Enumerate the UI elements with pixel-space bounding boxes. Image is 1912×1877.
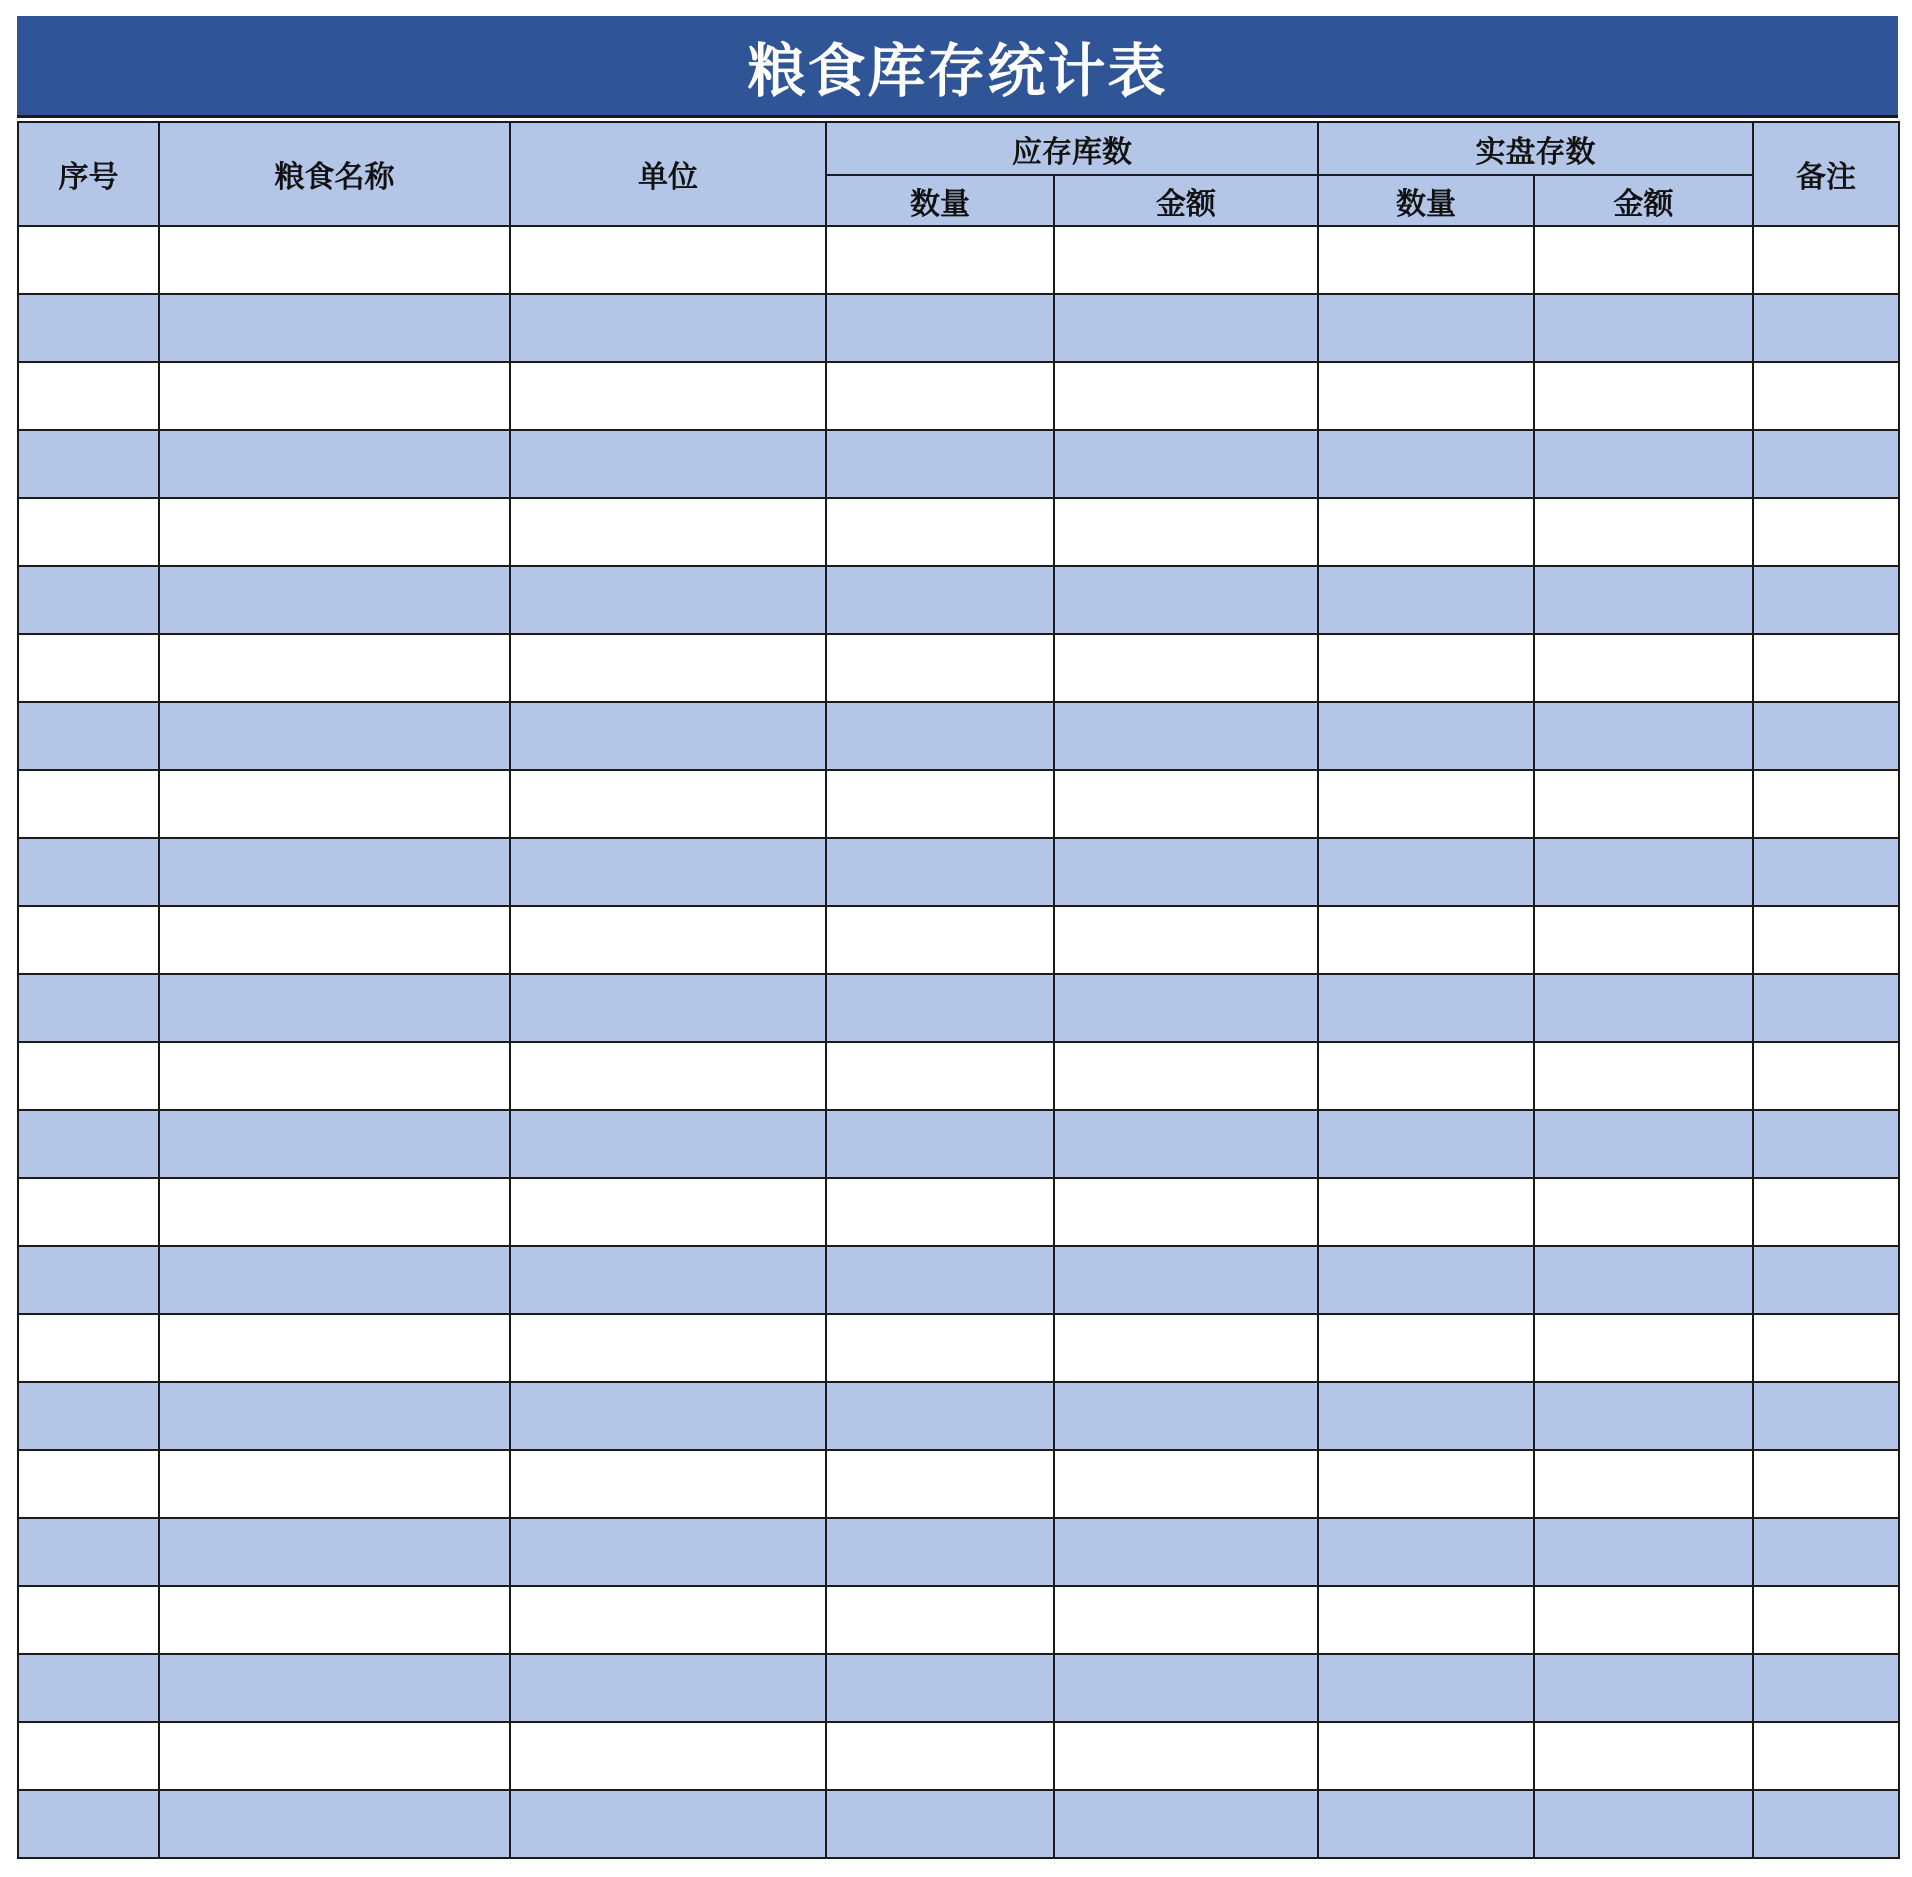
cell-expected-qty[interactable]	[826, 1382, 1054, 1450]
cell-seq[interactable]	[18, 1314, 159, 1382]
inventory-sheet	[17, 16, 1898, 1859]
cell-unit[interactable]	[510, 1314, 826, 1382]
cell-expected-qty[interactable]	[826, 838, 1054, 906]
cell-expected-qty[interactable]	[826, 1654, 1054, 1722]
header-remarks: 备注	[1753, 122, 1899, 226]
cell-actual-amount[interactable]	[1534, 634, 1753, 702]
cell-expected-amount[interactable]	[1054, 1042, 1318, 1110]
cell-unit[interactable]	[510, 1722, 826, 1790]
cell-actual-qty[interactable]	[1318, 974, 1534, 1042]
cell-remarks[interactable]	[1753, 838, 1899, 906]
cell-unit[interactable]	[510, 226, 826, 294]
cell-expected-qty[interactable]	[826, 1110, 1054, 1178]
cell-actual-qty[interactable]	[1318, 1518, 1534, 1586]
cell-expected-amount[interactable]	[1054, 1110, 1318, 1178]
cell-remarks[interactable]	[1753, 1382, 1899, 1450]
table-row	[18, 770, 1899, 838]
cell-actual-qty[interactable]	[1318, 1586, 1534, 1654]
cell-actual-amount[interactable]	[1534, 294, 1753, 362]
cell-grain-name[interactable]	[159, 838, 510, 906]
cell-actual-amount[interactable]	[1534, 1518, 1753, 1586]
cell-actual-qty[interactable]	[1318, 1110, 1534, 1178]
cell-actual-amount[interactable]	[1534, 1314, 1753, 1382]
cell-remarks[interactable]	[1753, 1790, 1899, 1858]
cell-expected-qty[interactable]	[826, 1042, 1054, 1110]
cell-grain-name[interactable]	[159, 1518, 510, 1586]
cell-actual-qty[interactable]	[1318, 1722, 1534, 1790]
cell-expected-amount[interactable]	[1054, 838, 1318, 906]
cell-grain-name[interactable]	[159, 1722, 510, 1790]
cell-actual-qty[interactable]	[1318, 634, 1534, 702]
cell-seq[interactable]	[18, 430, 159, 498]
cell-actual-amount[interactable]	[1534, 1246, 1753, 1314]
header-actual-amount: 金额	[1534, 175, 1753, 226]
cell-actual-amount[interactable]	[1534, 1178, 1753, 1246]
cell-seq[interactable]	[18, 1246, 159, 1314]
cell-seq[interactable]	[18, 1382, 159, 1450]
cell-expected-amount[interactable]	[1054, 294, 1318, 362]
cell-actual-qty[interactable]	[1318, 770, 1534, 838]
cell-actual-amount[interactable]	[1534, 838, 1753, 906]
cell-expected-qty[interactable]	[826, 1178, 1054, 1246]
cell-seq[interactable]	[18, 702, 159, 770]
cell-unit[interactable]	[510, 430, 826, 498]
cell-unit[interactable]	[510, 906, 826, 974]
table-row	[18, 1518, 1899, 1586]
cell-actual-amount[interactable]	[1534, 1654, 1753, 1722]
cell-grain-name[interactable]	[159, 634, 510, 702]
table-row	[18, 1246, 1899, 1314]
cell-expected-amount[interactable]	[1054, 1382, 1318, 1450]
cell-expected-qty[interactable]	[826, 770, 1054, 838]
cell-actual-qty[interactable]	[1318, 838, 1534, 906]
cell-remarks[interactable]	[1753, 1586, 1899, 1654]
header-expected-qty: 数量	[826, 175, 1054, 226]
cell-actual-amount[interactable]	[1534, 566, 1753, 634]
cell-seq[interactable]	[18, 974, 159, 1042]
table-row	[18, 1314, 1899, 1382]
cell-grain-name[interactable]	[159, 1382, 510, 1450]
cell-expected-amount[interactable]	[1054, 634, 1318, 702]
cell-expected-qty[interactable]	[826, 430, 1054, 498]
cell-unit[interactable]	[510, 362, 826, 430]
header-seq: 序号	[18, 122, 159, 226]
cell-expected-qty[interactable]	[826, 974, 1054, 1042]
cell-actual-qty[interactable]	[1318, 1790, 1534, 1858]
cell-actual-qty[interactable]	[1318, 1178, 1534, 1246]
cell-actual-qty[interactable]	[1318, 430, 1534, 498]
cell-grain-name[interactable]	[159, 362, 510, 430]
cell-grain-name[interactable]	[159, 1042, 510, 1110]
cell-unit[interactable]	[510, 294, 826, 362]
cell-grain-name[interactable]	[159, 1450, 510, 1518]
table-row	[18, 1654, 1899, 1722]
cell-grain-name[interactable]	[159, 770, 510, 838]
cell-seq[interactable]	[18, 1722, 159, 1790]
header-expected-amount: 金额	[1054, 175, 1318, 226]
cell-expected-qty[interactable]	[826, 702, 1054, 770]
cell-remarks[interactable]	[1753, 362, 1899, 430]
cell-expected-amount[interactable]	[1054, 974, 1318, 1042]
cell-seq[interactable]	[18, 838, 159, 906]
cell-seq[interactable]	[18, 770, 159, 838]
cell-expected-amount[interactable]	[1054, 566, 1318, 634]
cell-unit[interactable]	[510, 1382, 826, 1450]
cell-remarks[interactable]	[1753, 1450, 1899, 1518]
cell-remarks[interactable]	[1753, 294, 1899, 362]
cell-actual-qty[interactable]	[1318, 1314, 1534, 1382]
table-row	[18, 1178, 1899, 1246]
cell-unit[interactable]	[510, 770, 826, 838]
cell-remarks[interactable]	[1753, 634, 1899, 702]
cell-actual-amount[interactable]	[1534, 906, 1753, 974]
table-row	[18, 1586, 1899, 1654]
cell-remarks[interactable]	[1753, 1110, 1899, 1178]
cell-unit[interactable]	[510, 1110, 826, 1178]
table-row	[18, 1382, 1899, 1450]
table-row	[18, 362, 1899, 430]
cell-expected-qty[interactable]	[826, 1586, 1054, 1654]
cell-grain-name[interactable]	[159, 1654, 510, 1722]
cell-expected-qty[interactable]	[826, 566, 1054, 634]
cell-unit[interactable]	[510, 1178, 826, 1246]
cell-seq[interactable]	[18, 1654, 159, 1722]
cell-grain-name[interactable]	[159, 1246, 510, 1314]
cell-actual-qty[interactable]	[1318, 566, 1534, 634]
cell-actual-qty[interactable]	[1318, 1382, 1534, 1450]
cell-unit[interactable]	[510, 1654, 826, 1722]
cell-actual-amount[interactable]	[1534, 1586, 1753, 1654]
table-row	[18, 294, 1899, 362]
cell-actual-qty[interactable]	[1318, 1654, 1534, 1722]
cell-actual-qty[interactable]	[1318, 1042, 1534, 1110]
cell-actual-qty[interactable]	[1318, 498, 1534, 566]
cell-grain-name[interactable]	[159, 294, 510, 362]
cell-unit[interactable]	[510, 634, 826, 702]
cell-remarks[interactable]	[1753, 566, 1899, 634]
cell-remarks[interactable]	[1753, 1246, 1899, 1314]
cell-seq[interactable]	[18, 1178, 159, 1246]
cell-unit[interactable]	[510, 702, 826, 770]
table-row	[18, 838, 1899, 906]
cell-remarks[interactable]	[1753, 1042, 1899, 1110]
table-row	[18, 974, 1899, 1042]
cell-actual-amount[interactable]	[1534, 430, 1753, 498]
cell-actual-amount[interactable]	[1534, 702, 1753, 770]
cell-unit[interactable]	[510, 1790, 826, 1858]
cell-expected-qty[interactable]	[826, 1790, 1054, 1858]
cell-expected-amount[interactable]	[1054, 1314, 1318, 1382]
cell-expected-amount[interactable]	[1054, 906, 1318, 974]
cell-actual-amount[interactable]	[1534, 1450, 1753, 1518]
cell-grain-name[interactable]	[159, 1790, 510, 1858]
cell-actual-amount[interactable]	[1534, 1110, 1753, 1178]
table-row	[18, 906, 1899, 974]
cell-expected-amount[interactable]	[1054, 430, 1318, 498]
cell-remarks[interactable]	[1753, 770, 1899, 838]
cell-grain-name[interactable]	[159, 1586, 510, 1654]
cell-actual-amount[interactable]	[1534, 362, 1753, 430]
cell-seq[interactable]	[18, 362, 159, 430]
cell-unit[interactable]	[510, 838, 826, 906]
cell-seq[interactable]	[18, 1518, 159, 1586]
table-row	[18, 1042, 1899, 1110]
cell-grain-name[interactable]	[159, 430, 510, 498]
cell-seq[interactable]	[18, 1450, 159, 1518]
cell-expected-amount[interactable]	[1054, 1518, 1318, 1586]
cell-actual-qty[interactable]	[1318, 226, 1534, 294]
table-row	[18, 702, 1899, 770]
cell-unit[interactable]	[510, 1586, 826, 1654]
cell-actual-amount[interactable]	[1534, 498, 1753, 566]
cell-seq[interactable]	[18, 1586, 159, 1654]
cell-unit[interactable]	[510, 1246, 826, 1314]
cell-expected-qty[interactable]	[826, 294, 1054, 362]
cell-expected-amount[interactable]	[1054, 770, 1318, 838]
cell-seq[interactable]	[18, 1110, 159, 1178]
cell-expected-amount[interactable]	[1054, 498, 1318, 566]
cell-remarks[interactable]	[1753, 906, 1899, 974]
cell-unit[interactable]	[510, 1042, 826, 1110]
cell-expected-qty[interactable]	[826, 1518, 1054, 1586]
table-row	[18, 226, 1899, 294]
cell-expected-amount[interactable]	[1054, 1654, 1318, 1722]
cell-grain-name[interactable]	[159, 498, 510, 566]
cell-grain-name[interactable]	[159, 906, 510, 974]
cell-actual-amount[interactable]	[1534, 770, 1753, 838]
cell-expected-amount[interactable]	[1054, 1246, 1318, 1314]
cell-unit[interactable]	[510, 566, 826, 634]
cell-expected-qty[interactable]	[826, 1450, 1054, 1518]
cell-actual-amount[interactable]	[1534, 1042, 1753, 1110]
cell-actual-amount[interactable]	[1534, 1382, 1753, 1450]
cell-actual-qty[interactable]	[1318, 906, 1534, 974]
cell-remarks[interactable]	[1753, 1178, 1899, 1246]
cell-expected-amount[interactable]	[1054, 1178, 1318, 1246]
cell-remarks[interactable]	[1753, 430, 1899, 498]
cell-actual-qty[interactable]	[1318, 1246, 1534, 1314]
table-body	[18, 226, 1899, 1858]
table-row	[18, 1450, 1899, 1518]
cell-seq[interactable]	[18, 1042, 159, 1110]
cell-actual-qty[interactable]	[1318, 294, 1534, 362]
cell-expected-qty[interactable]	[826, 1722, 1054, 1790]
cell-unit[interactable]	[510, 974, 826, 1042]
table-row	[18, 430, 1899, 498]
cell-expected-amount[interactable]	[1054, 1790, 1318, 1858]
cell-unit[interactable]	[510, 498, 826, 566]
cell-actual-qty[interactable]	[1318, 702, 1534, 770]
cell-actual-qty[interactable]	[1318, 362, 1534, 430]
cell-actual-amount[interactable]	[1534, 1790, 1753, 1858]
cell-seq[interactable]	[18, 226, 159, 294]
cell-grain-name[interactable]	[159, 566, 510, 634]
cell-remarks[interactable]	[1753, 498, 1899, 566]
cell-expected-qty[interactable]	[826, 498, 1054, 566]
cell-seq[interactable]	[18, 294, 159, 362]
header-grain-name: 粮食名称	[159, 122, 510, 226]
cell-expected-amount[interactable]	[1054, 1450, 1318, 1518]
cell-grain-name[interactable]	[159, 226, 510, 294]
cell-expected-amount[interactable]	[1054, 702, 1318, 770]
header-actual-qty: 数量	[1318, 175, 1534, 226]
cell-remarks[interactable]	[1753, 226, 1899, 294]
cell-remarks[interactable]	[1753, 1654, 1899, 1722]
cell-actual-qty[interactable]	[1318, 1450, 1534, 1518]
cell-grain-name[interactable]	[159, 1178, 510, 1246]
cell-seq[interactable]	[18, 566, 159, 634]
page-title: 粮食库存统计表	[17, 16, 1898, 118]
cell-remarks[interactable]	[1753, 702, 1899, 770]
table-row	[18, 498, 1899, 566]
header-unit: 单位	[510, 122, 826, 226]
cell-expected-qty[interactable]	[826, 362, 1054, 430]
header-actual-stock: 实盘存数	[1318, 122, 1753, 175]
table-row	[18, 566, 1899, 634]
table-header	[18, 122, 1899, 226]
cell-remarks[interactable]	[1753, 1518, 1899, 1586]
cell-expected-amount[interactable]	[1054, 1586, 1318, 1654]
cell-expected-amount[interactable]	[1054, 1722, 1318, 1790]
table-row	[18, 634, 1899, 702]
cell-seq[interactable]	[18, 906, 159, 974]
cell-grain-name[interactable]	[159, 1314, 510, 1382]
cell-grain-name[interactable]	[159, 974, 510, 1042]
cell-grain-name[interactable]	[159, 702, 510, 770]
cell-seq[interactable]	[18, 634, 159, 702]
cell-expected-qty[interactable]	[826, 226, 1054, 294]
table-row	[18, 1790, 1899, 1858]
cell-expected-qty[interactable]	[826, 1314, 1054, 1382]
cell-actual-amount[interactable]	[1534, 226, 1753, 294]
cell-actual-amount[interactable]	[1534, 974, 1753, 1042]
cell-remarks[interactable]	[1753, 1314, 1899, 1382]
cell-actual-amount[interactable]	[1534, 1722, 1753, 1790]
table-row	[18, 1722, 1899, 1790]
header-row-top	[18, 122, 1899, 175]
inventory-table	[17, 121, 1900, 1859]
table-row	[18, 1110, 1899, 1178]
header-expected-stock: 应存库数	[826, 122, 1318, 175]
cell-seq[interactable]	[18, 1790, 159, 1858]
cell-expected-qty[interactable]	[826, 1246, 1054, 1314]
cell-remarks[interactable]	[1753, 974, 1899, 1042]
cell-expected-qty[interactable]	[826, 634, 1054, 702]
cell-seq[interactable]	[18, 498, 159, 566]
cell-expected-amount[interactable]	[1054, 226, 1318, 294]
cell-expected-amount[interactable]	[1054, 362, 1318, 430]
cell-grain-name[interactable]	[159, 1110, 510, 1178]
cell-remarks[interactable]	[1753, 1722, 1899, 1790]
cell-unit[interactable]	[510, 1518, 826, 1586]
cell-unit[interactable]	[510, 1450, 826, 1518]
cell-expected-qty[interactable]	[826, 906, 1054, 974]
